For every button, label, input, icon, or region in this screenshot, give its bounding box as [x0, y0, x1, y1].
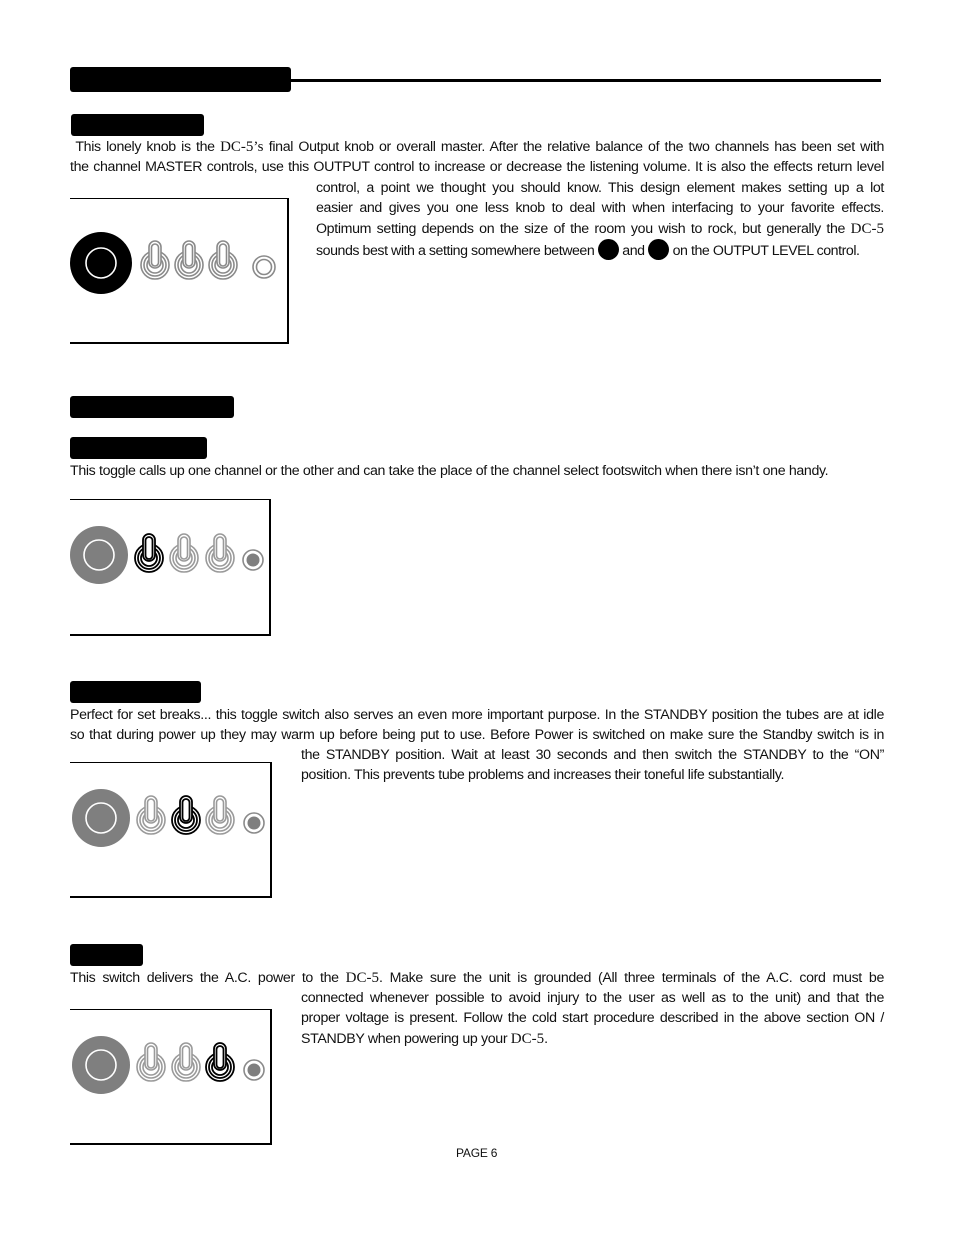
power-panel-svg: [70, 1010, 272, 1146]
pilot-light-icon: [253, 256, 275, 278]
output-knob-grey-icon: [72, 1036, 130, 1094]
output-line-1: This lonely knob is the DC-5’s final Output knob or overall master. After the relative balance of the two channels has been set with: [75, 139, 884, 155]
output-line-2: the channel MASTER controls, use this OUTPUT control to increase or decrease the listening volume. It is also the effects return level: [70, 159, 884, 176]
switches-group-label: [70, 396, 234, 418]
channel-select-paragraph: [70, 461, 900, 481]
output-section-label: [71, 114, 204, 136]
power-paragraph: [70, 968, 884, 988]
output-knob-grey-icon: [72, 789, 130, 847]
channel-select-line-1: This toggle calls up one channel or the other and can take the place of the channel select footswitch when there isn’t one handy.: [70, 463, 829, 479]
power-line-4: STANDBY when powering up your DC-5.: [301, 1030, 548, 1047]
toggle-channel-icon: [141, 241, 169, 279]
standby-line-1: Perfect for set breaks... this toggle switch also serves an even more important purpose. In the STANDBY position the tubes are at idle: [70, 707, 884, 723]
pilot-light-icon: [244, 1060, 264, 1080]
output-line-4: easier and gives you one less knob to deal with when interfacing to your favorite effects.: [316, 200, 884, 217]
standby-panel-svg: [70, 763, 272, 899]
toggle-power-icon: [206, 534, 234, 572]
toggle-standby-active-icon: [172, 796, 200, 834]
header-rule: [289, 79, 881, 82]
standby-line-3: the STANDBY position. Wait at least 30 seconds and then switch the STANDBY to the “ON”: [301, 747, 884, 763]
output-panel-diagram: [70, 198, 289, 344]
toggle-channel-icon: [137, 796, 165, 834]
output-line-6: sounds best with a setting somewhere between and on the OUTPUT LEVEL control.: [316, 239, 884, 261]
setting-dot-low-icon: [598, 239, 619, 260]
pilot-light-icon: [244, 813, 264, 833]
toggle-standby-icon: [175, 241, 203, 279]
toggle-standby-icon: [170, 534, 198, 572]
power-panel-diagram: [70, 1009, 272, 1145]
standby-line-2: so that during power up they may warm up before being put to use. Before Power is switched on make sure the Standby switch is in: [70, 727, 884, 744]
toggle-channel-icon: [137, 1043, 165, 1081]
output-knob-grey-icon: [70, 526, 128, 584]
power-line-2: connected whenever possible to avoid injury to the user as well as to the unit) and that the: [301, 990, 884, 1006]
channel-select-panel-svg: [70, 500, 271, 637]
toggle-power-active-icon: [206, 1043, 234, 1081]
toggle-standby-icon: [172, 1043, 200, 1081]
output-line-5: Optimum setting depends on the size of the room you wish to rock, but generally the DC-5: [316, 220, 884, 237]
output-knob-icon: [70, 232, 132, 294]
output-paragraph-wrap: [316, 178, 884, 261]
pilot-light-icon: [243, 550, 263, 570]
channel-select-panel-diagram: [70, 499, 271, 636]
page-number: PAGE 6: [456, 1146, 498, 1160]
toggle-channel-active-icon: [135, 534, 163, 572]
standby-paragraph-wrap: [301, 745, 884, 786]
power-line-1: This switch delivers the A.C. power to the DC-5. Make sure the unit is grounded (All three terminals of the A.C. cord must be: [70, 970, 884, 986]
standby-paragraph: [70, 705, 884, 746]
standby-panel-diagram: [70, 762, 272, 898]
output-panel-svg: [70, 199, 289, 345]
power-paragraph-wrap: [301, 988, 884, 1049]
output-line-3: control, a point we thought you should know. This design element makes setting up a lot: [316, 180, 884, 196]
setting-dot-high-icon: [648, 239, 669, 260]
header-bar: [70, 67, 291, 92]
power-label: [70, 944, 143, 966]
channel-select-label: [70, 437, 207, 459]
output-paragraph: [70, 137, 884, 178]
standby-line-4: position. This prevents tube problems and increases their toneful life substantially.: [301, 767, 785, 784]
toggle-power-icon: [209, 241, 237, 279]
standby-label: [70, 681, 201, 703]
power-line-3: proper voltage is present. Follow the cold start procedure described in the above section ON /: [301, 1010, 884, 1027]
toggle-power-icon: [206, 796, 234, 834]
